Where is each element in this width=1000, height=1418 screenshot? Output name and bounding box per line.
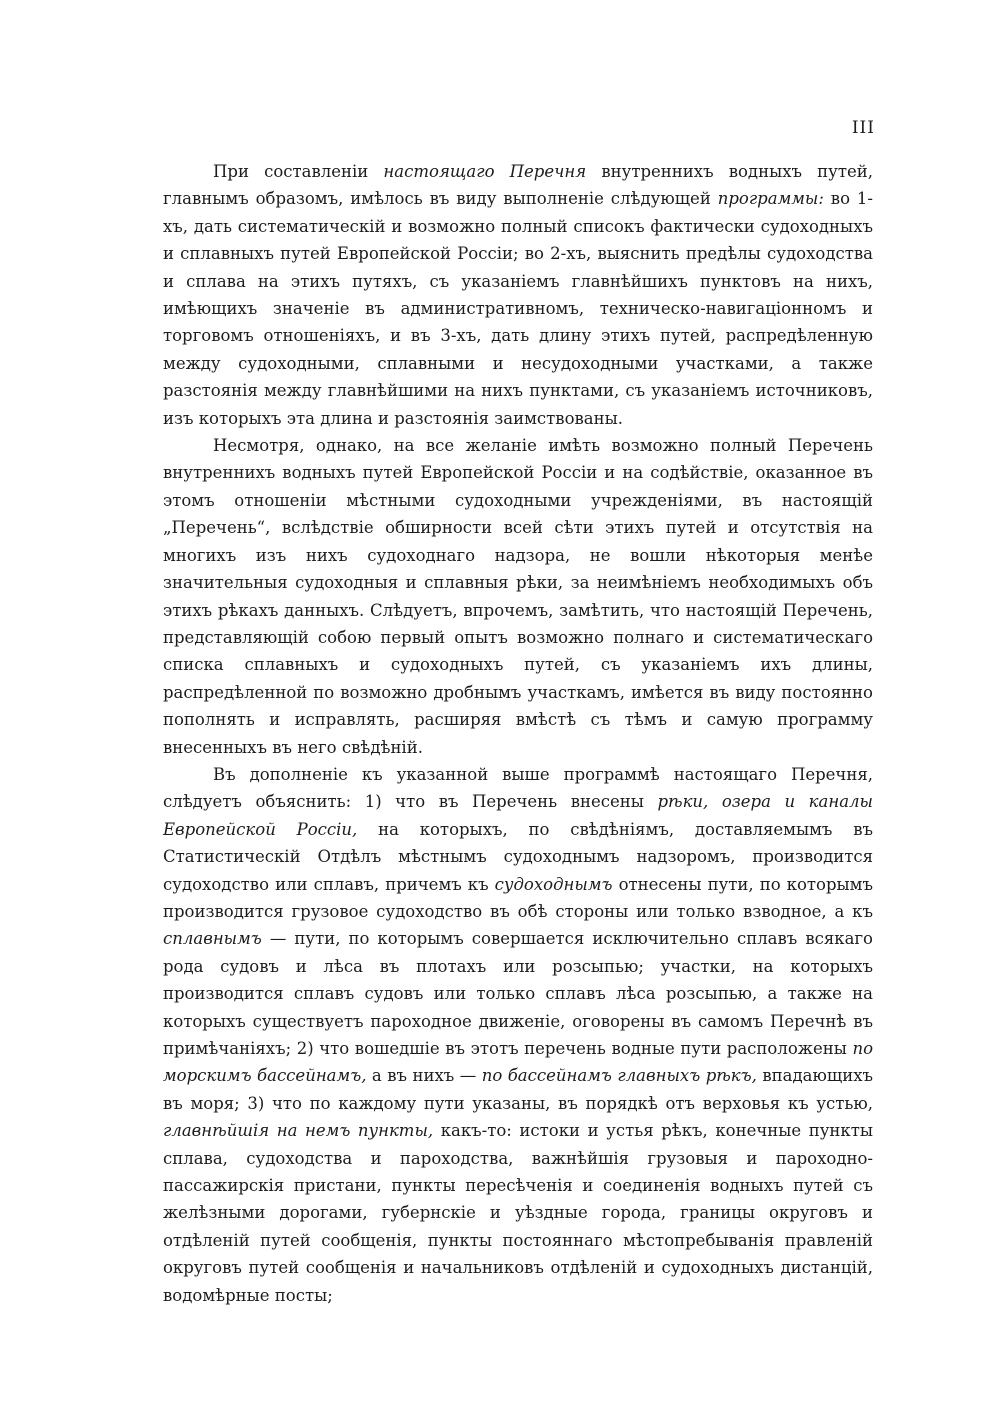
italic-text: программы: <box>717 189 824 209</box>
italic-text: сплавнымъ <box>163 929 262 949</box>
text-run: во 1-хъ, дать систематическій и возможно полный списокъ фактически судоходныхъ и сплавныхъ путей Европейской Россіи; во 2-хъ, выяснить предѣлы судоходства и сплава на этихъ путяхъ, съ указаніемъ главнѣйшихъ пунктовъ на нихъ, имѣющихъ значеніе въ административномъ, техническо-навигаціонномъ и торговомъ отношеніяхъ, и въ 3-хъ, дать длину этихъ путей, распредѣленную между судоходными, сплавными и несудоходными участками, а также разстоянія между главнѣйшими на нихъ пунктами, съ указаніемъ источниковъ, изъ которыхъ эта длина и разстоянія заимствованы. <box>163 189 873 428</box>
body-text <box>163 158 873 1309</box>
text-run: — пути, по которымъ совершается исключительно сплавъ всякаго рода судовъ и лѣса въ плотахъ или розсыпью; участки, на которыхъ производится сплавъ судовъ или только сплавъ лѣса розсыпью, а также на которыхъ существуетъ пароходное движеніе, оговорены въ самомъ Перечнѣ въ примѣчаніяхъ; 2) что вошедшіе въ этотъ перечень водные пути расположены <box>163 929 873 1058</box>
page-number: III <box>851 118 875 138</box>
italic-text: рѣки, озера и каналы Европейской Россіи, <box>163 792 873 839</box>
paragraph <box>163 761 873 1309</box>
italic-text: по морскимъ бассейнамъ, <box>163 1039 873 1086</box>
text-run: какъ-то: истоки и устья рѣкъ, конечные пункты сплава, судоходства и пароходства, важнѣйшія грузовыя и пароходно-пассажирскія пристани, пункты пересѣченія и соединенія водныхъ путей съ желѣзными дорогами, губернскіе и уѣздные города, границы округовъ и отдѣленій путей сообщенія, пункты постояннаго мѣстопребыванія правленій округовъ путей сообщенія и начальниковъ отдѣленій и судоходныхъ дистанцій, водомѣрные посты; <box>163 1121 873 1305</box>
italic-text: по бассейнамъ главныхъ рѣкъ, <box>481 1066 757 1086</box>
text-run: Въ дополненіе къ указанной выше программѣ настоящаго Перечня, слѣдуетъ объяснить: 1) что въ Перечень внесены <box>163 764 873 812</box>
paragraph <box>163 158 873 432</box>
text-run: внутреннихъ водныхъ путей, главнымъ образомъ, имѣлось въ виду выполненіе слѣдующей <box>163 162 873 209</box>
text-run: отнесены пути, по которымъ производится грузовое судоходство въ обѣ стороны или только взводное, а къ <box>163 874 873 921</box>
italic-text: судоходнымъ <box>494 874 613 894</box>
italic-text: главнѣйшія на немъ пункты, <box>163 1121 434 1141</box>
text-run: на которыхъ, по свѣдѣніямъ, доставляемымъ въ Статистическій Отдѣлъ мѣстнымъ судоходнымъ надзоромъ, производится судоходство или сплавъ, причемъ къ <box>163 819 874 894</box>
italic-text: настоящаго Перечня <box>383 162 587 181</box>
paragraph <box>163 432 873 761</box>
text-run: При составленіи <box>213 162 384 181</box>
text-run: Несмотря, однако, на все желаніе имѣть возможно полный Перечень внутреннихъ водныхъ путей Европейской Россіи и на содѣйствіе, оказанное въ этомъ отношеніи мѣстными судоходными учрежденіями, въ настоящій „Перечень“, вслѣдствіе обширности всей сѣти этихъ путей и отсутствія на многихъ изъ нихъ судоходнаго надзора, не вошли нѣкоторыя менѣе значительныя судоходныя и сплавныя рѣки, за неимѣніемъ необходимыхъ объ этихъ рѣкахъ данныхъ. Слѣдуетъ, впрочемъ, замѣтить, что настоящій Перечень, представляющій собою первый опытъ возможно полнаго и систематическаго списка сплавныхъ и судоходныхъ путей, съ указаніемъ ихъ длины, распредѣленной по возможно дробнымъ участкамъ, имѣется въ виду постоянно пополнять и исправлять, расширяя вмѣстѣ съ тѣмъ и самую программу внесенныхъ въ него свѣдѣній. <box>163 436 873 757</box>
text-run: а въ нихъ — <box>366 1066 482 1086</box>
text-run: впадающихъ въ моря; 3) что по каждому пути указаны, въ порядкѣ отъ верховья къ устью, <box>163 1066 873 1113</box>
